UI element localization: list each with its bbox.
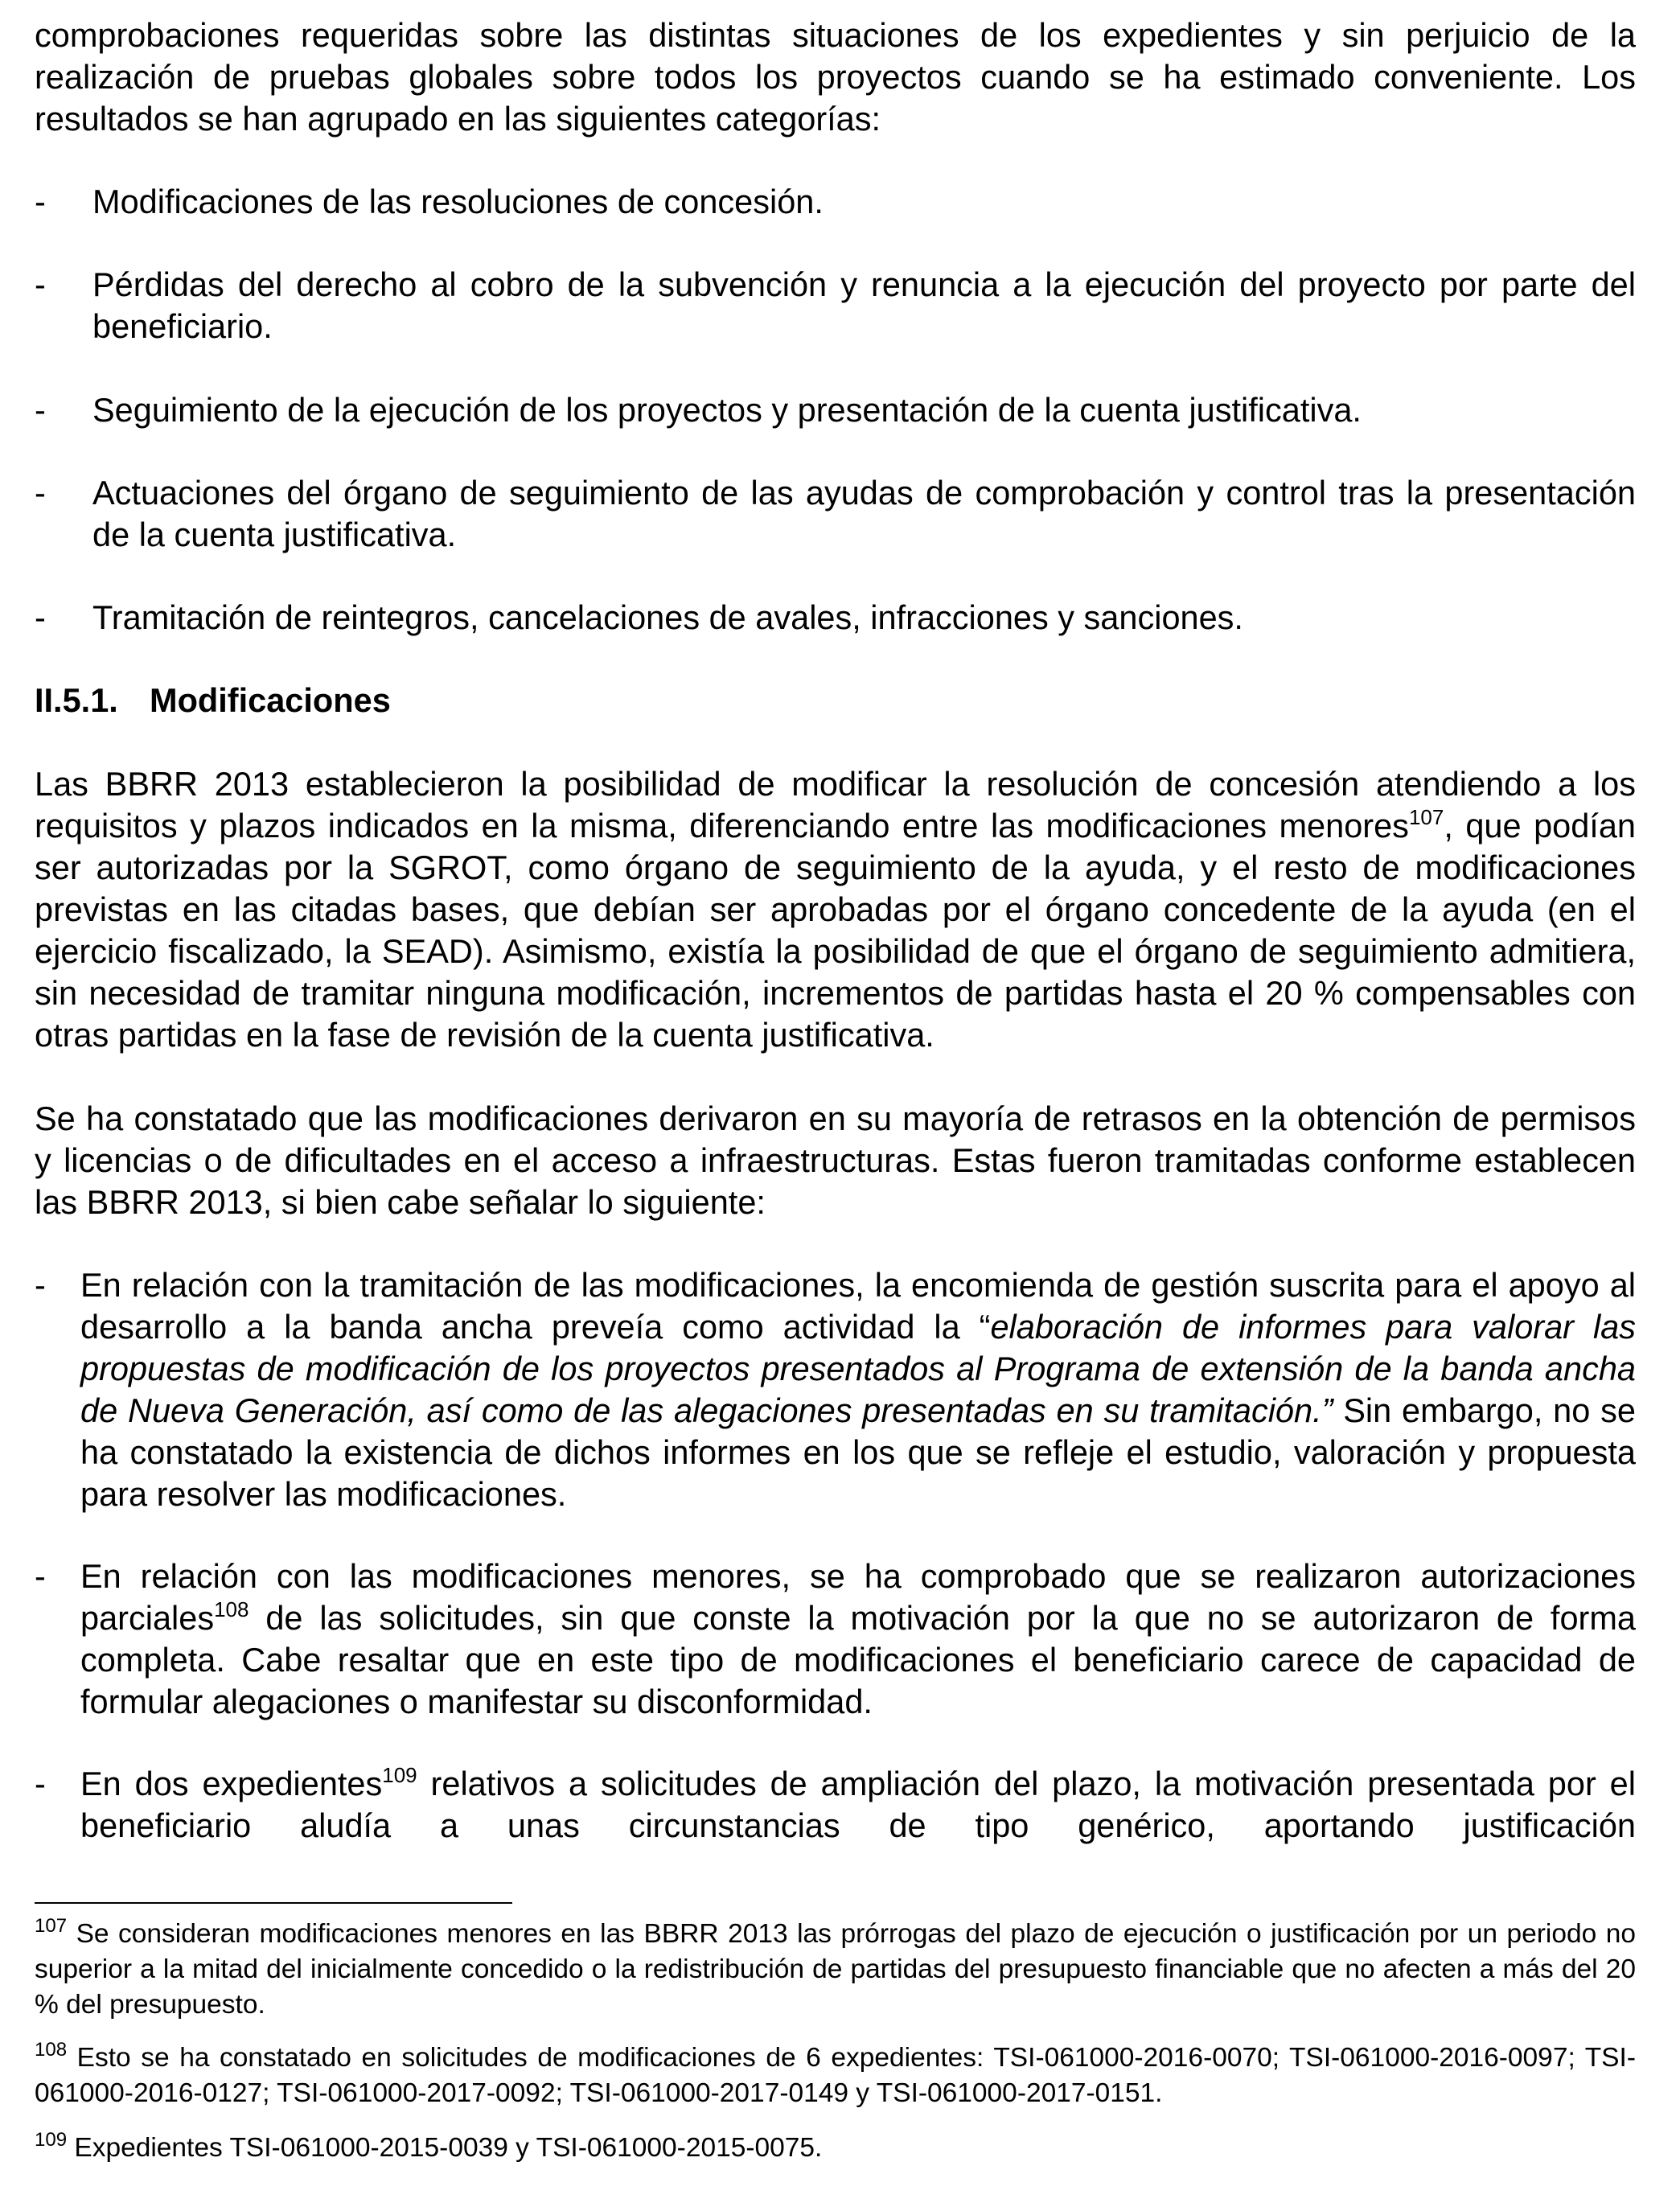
finding-item <box>35 1264 1636 1515</box>
category-text: Pérdidas del derecho al cobro de la subvención y renuncia a la ejecución del proyecto por parte del beneficiario. <box>92 265 1636 345</box>
footnote-109 <box>35 2131 1636 2166</box>
footnote-ref-107[interactable]: 107 <box>1408 805 1444 829</box>
bbrr-text-1: Las BBRR 2013 establecieron la posibilidad de modificar la resolución de concesión atendiendo a los requisitos y plazos indicados en la misma, diferenciando entre las modificaciones menores <box>35 765 1636 845</box>
bbrr-text-2: , que podían ser autorizadas por la SGROT, como órgano de seguimiento de la ayuda, y el resto de modificaciones previstas en las citadas bases, que debían ser aprobadas por el órgano concedente de la ayuda (en el ejercicio fiscalizado, la SEAD). Asimismo, existía la posibilidad de que el órgano de seguimiento admitiera, sin necesidad de tramitar ninguna modificación, incrementos de partidas hasta el 20 % compensables con otras partidas en la fase de revisión de la cuenta justificativa. <box>35 807 1636 1054</box>
finding-text: En dos expedientes <box>80 1765 383 1802</box>
footnote-ref-109[interactable]: 109 <box>382 1763 417 1787</box>
footnote-number: 108 <box>35 2039 68 2061</box>
category-item <box>35 472 1636 556</box>
category-text: Seguimiento de la ejecución de los proyectos y presentación de la cuenta justificativa. <box>92 391 1362 429</box>
footnote-ref-108[interactable]: 108 <box>214 1597 249 1621</box>
footnote-number: 109 <box>35 2129 68 2151</box>
category-item <box>35 181 1636 223</box>
list-dash: - <box>35 265 46 303</box>
finding-text: En relación con la tramitación de las modificaciones, la encomienda de gestión suscrita para el apoyo al desarrollo a la banda ancha preveía como actividad la “ <box>80 1266 1636 1346</box>
footnote-107 <box>35 1917 1636 2023</box>
finding-item <box>35 1556 1636 1723</box>
footnote-text: Expedientes TSI-061000-2015-0039 y TSI-061000-2015-0075. <box>74 2133 823 2163</box>
finding-text: En relación con las modificaciones menores, se ha comprobado que se realizaron autorizaciones parciales <box>80 1557 1636 1637</box>
finding-text: de las solicitudes, sin que conste la motivación por la que no se autorizaron de forma completa. Cabe resaltar que en este tipo de modificaciones el beneficiario carece de capacidad de formular alegaciones o manifestar su disconformidad. <box>80 1599 1636 1720</box>
constatado-paragraph: Se ha constatado que las modificaciones derivaron en su mayoría de retrasos en la obtención de permisos y licencias o de dificultades en el acceso a infraestructuras. Estas fueron tramitadas conforme establecen las BBRR 2013, si bien cabe señalar lo siguiente: <box>35 1099 1636 1221</box>
finding-quote: elaboración de informes para valorar las propuestas de modificación de los proyectos presentados al Programa de extensión de la banda ancha de Nueva Generación, así como de las alegaciones presentadas en su tramitación.” <box>80 1308 1636 1429</box>
section-heading <box>35 680 391 721</box>
list-dash: - <box>35 598 46 636</box>
finding-text: Sin embargo, no se ha constatado la existencia de dichos informes en los que se refleje el estudio, valoración y propuesta para resolver las modificaciones. <box>80 1391 1636 1513</box>
footnote-108 <box>35 2040 1636 2111</box>
finding-text: relativos a solicitudes de ampliación del plazo, la motivación presentada por el beneficiario aludía a unas circunstancias de tipo genérico, aportando justificación <box>80 1765 1636 1844</box>
list-dash: - <box>35 1765 46 1802</box>
list-dash: - <box>35 1266 46 1304</box>
footnote-separator <box>35 1902 512 1904</box>
intro-paragraph: comprobaciones requeridas sobre las distintas situaciones de los expedientes y sin perjuicio de la realización de pruebas globales sobre todos los proyectos cuando se ha estimado conveniente. Los resultados se han agrupado en las siguientes categorías: <box>35 16 1636 138</box>
finding-item <box>35 1763 1636 1847</box>
category-text: Tramitación de reintegros, cancelaciones de avales, infracciones y sanciones. <box>92 598 1243 636</box>
section-number: II.5.1. <box>35 681 118 719</box>
category-item <box>35 597 1636 639</box>
category-text: Actuaciones del órgano de seguimiento de las ayudas de comprobación y control tras la presentación de la cuenta justificativa. <box>92 474 1636 553</box>
footnote-text: Esto se ha constatado en solicitudes de modificaciones de 6 expedientes: TSI-061000-2016-0070; TSI-061000-2016-0097; TSI-061000-2016-0127; TSI-061000-2017-0092; TSI-061000-2017-0149 y TSI-061000-2017-0151. <box>35 2043 1636 2108</box>
category-item <box>35 264 1636 347</box>
footnote-number: 107 <box>35 1915 68 1937</box>
category-item <box>35 389 1636 431</box>
bbrr-paragraph <box>35 763 1636 1056</box>
footnote-text: Se consideran modificaciones menores en las BBRR 2013 las prórrogas del plazo de ejecución o justificación por un periodo no superior a la mitad del inicialmente concedido o la redistribución de partidas del presupuesto financiable que no afecten a más del 20 % del presupuesto. <box>35 1919 1636 2020</box>
list-dash: - <box>35 391 46 429</box>
list-dash: - <box>35 474 46 512</box>
category-text: Modificaciones de las resoluciones de concesión. <box>92 183 824 220</box>
list-dash: - <box>35 1557 46 1595</box>
list-dash: - <box>35 183 46 220</box>
section-title: Modificaciones <box>150 681 391 719</box>
